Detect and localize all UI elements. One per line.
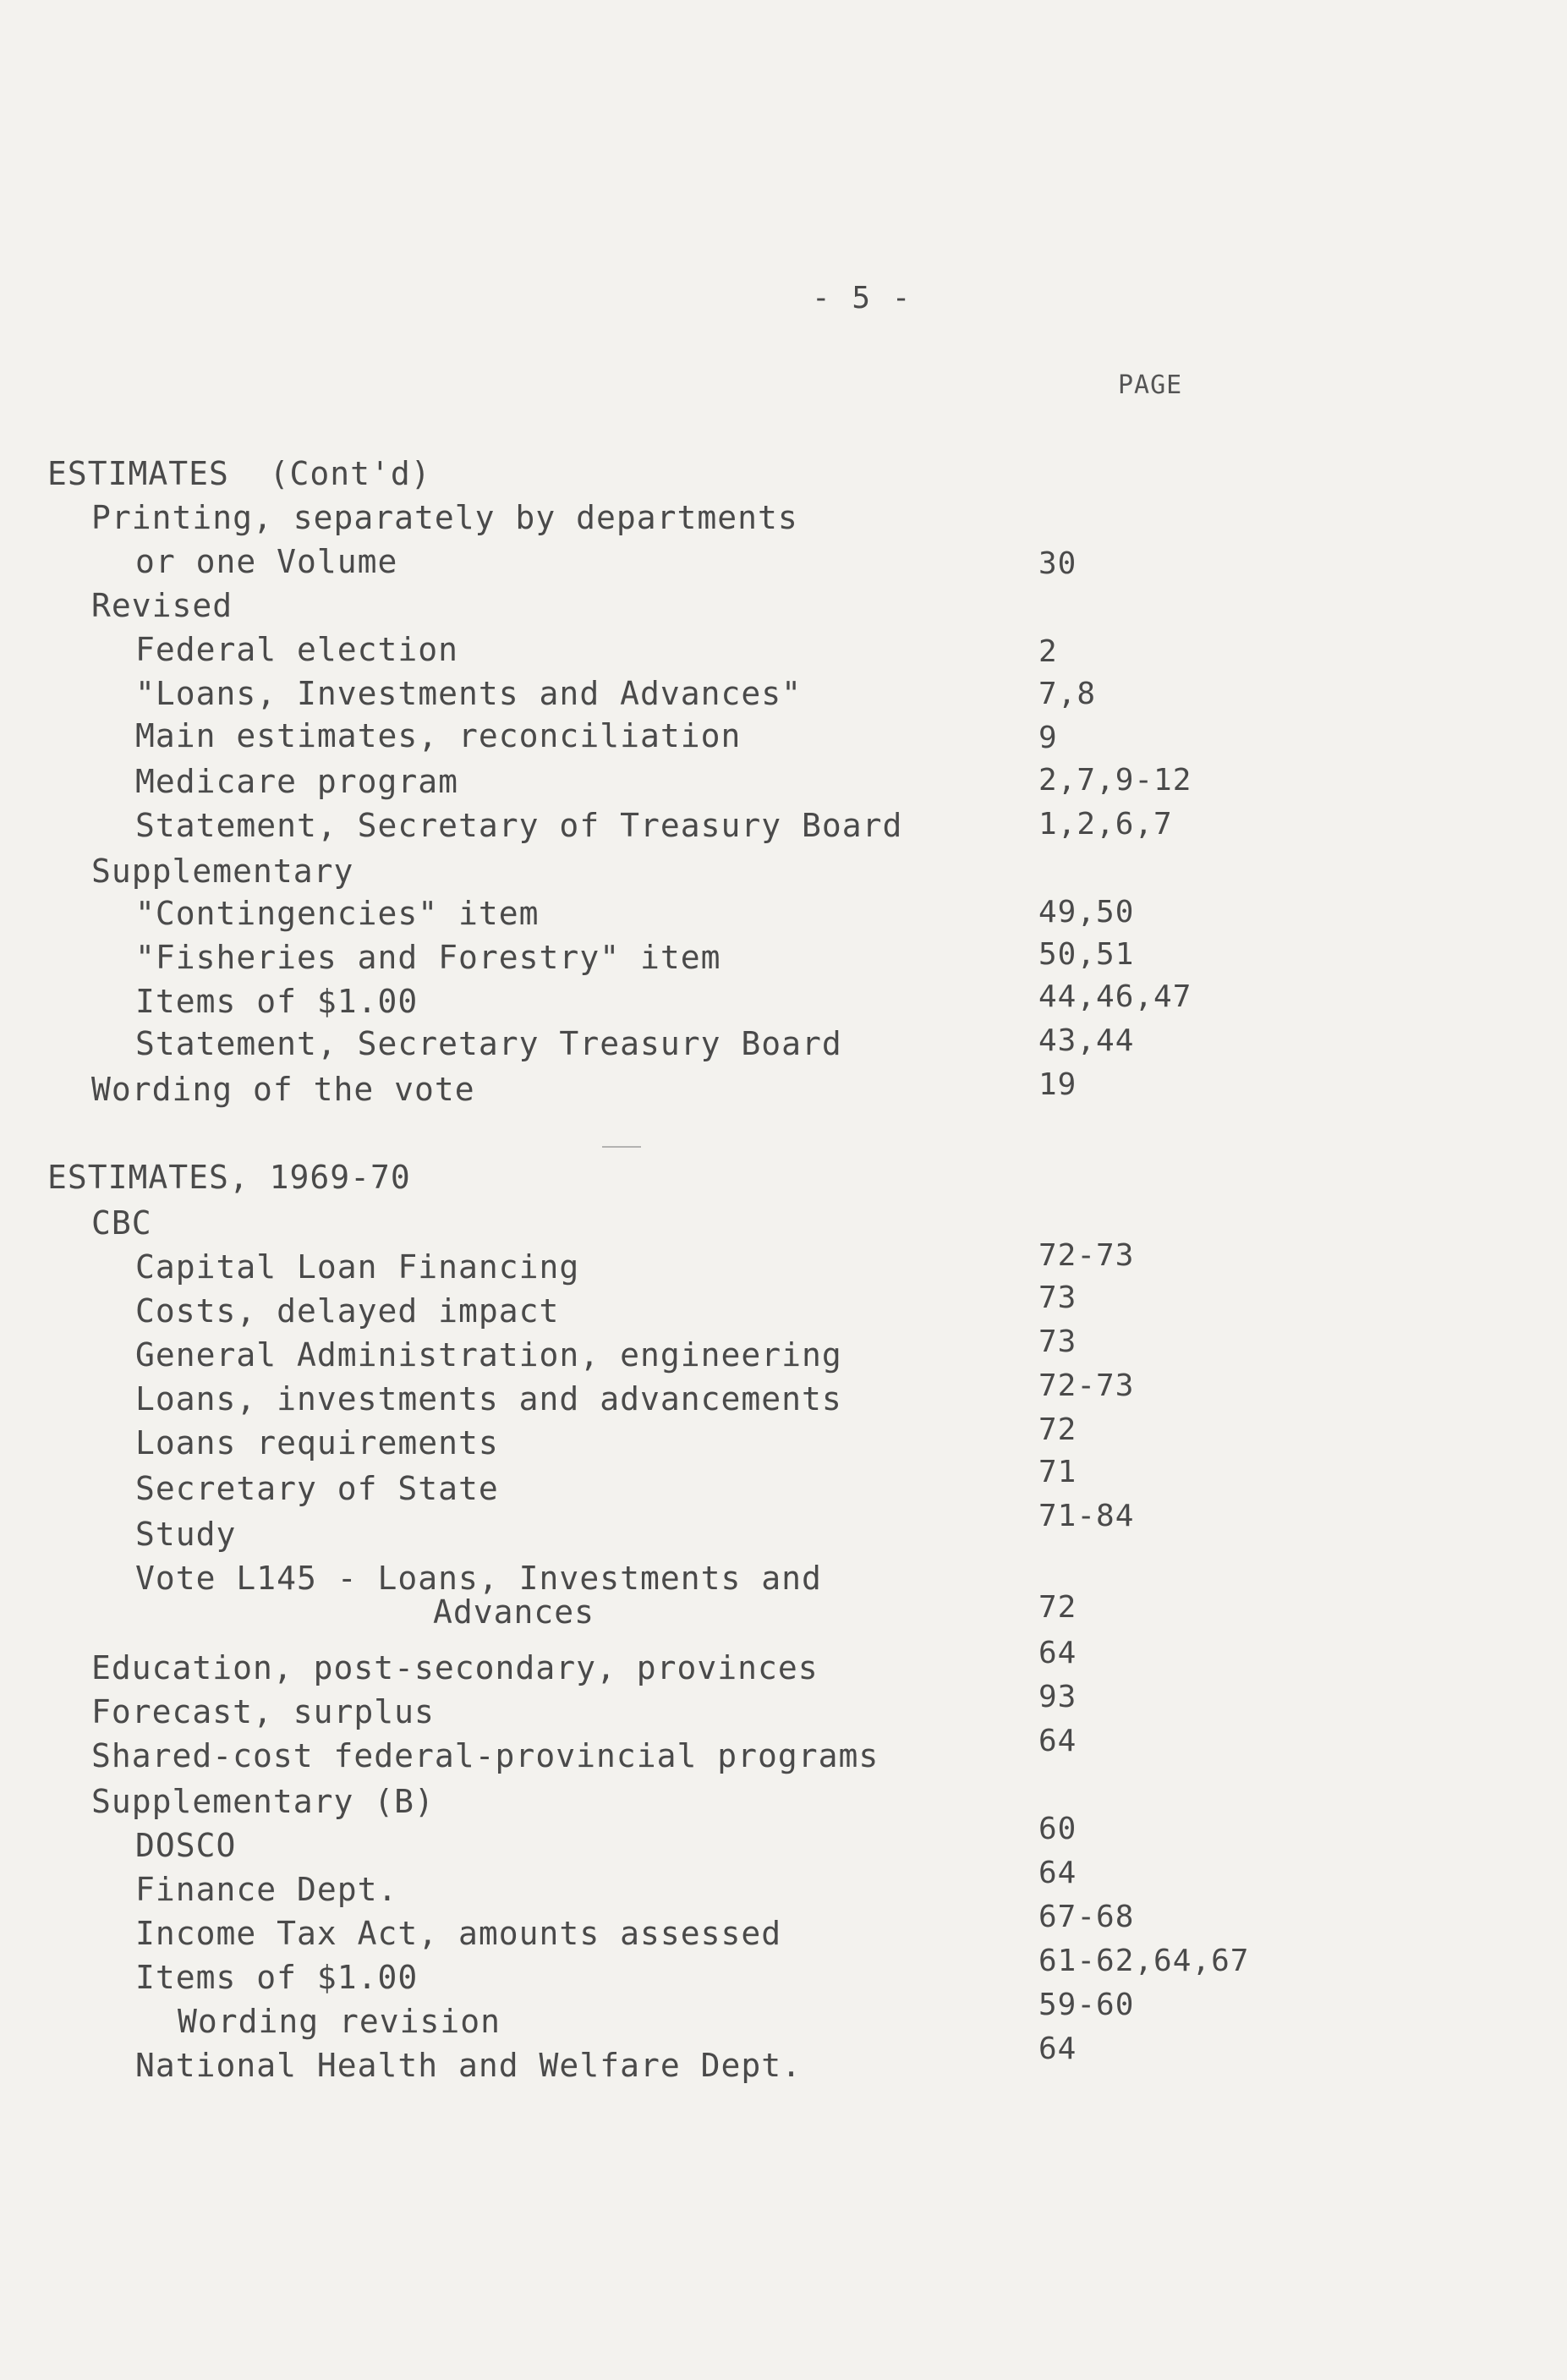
- page-number: - 5 -: [812, 281, 912, 315]
- index-entry: Statement, Secretary Treasury Board: [135, 1025, 842, 1062]
- section-heading: ESTIMATES (Cont'd): [47, 455, 431, 492]
- page-ref: 72-73: [1038, 1368, 1135, 1403]
- index-entry: Items of $1.00: [135, 1959, 419, 1996]
- index-entry: "Fisheries and Forestry" item: [135, 939, 721, 976]
- section-divider: [602, 1146, 641, 1148]
- index-entry: Loans requirements: [135, 1424, 499, 1461]
- index-subheading: CBC: [91, 1204, 152, 1242]
- index-entry: Printing, separately by departments: [91, 499, 798, 536]
- index-subheading: Supplementary: [91, 853, 354, 890]
- page-ref: 64: [1038, 1724, 1077, 1758]
- index-entry: Forecast, surplus: [91, 1693, 435, 1730]
- page-ref: 72: [1038, 1412, 1077, 1447]
- page-ref: 61-62,64,67: [1038, 1944, 1250, 1978]
- index-entry: or one Volume: [135, 543, 398, 580]
- index-entry: "Contingencies" item: [135, 895, 540, 932]
- index-entry: Education, post-secondary, provinces: [91, 1649, 819, 1686]
- page-ref: 73: [1038, 1324, 1077, 1359]
- index-entry: Costs, delayed impact: [135, 1292, 560, 1330]
- page-ref: 64: [1038, 1636, 1077, 1670]
- page-ref: 73: [1038, 1280, 1077, 1315]
- index-entry: General Administration, engineering: [135, 1336, 842, 1374]
- page-ref: 64: [1038, 2032, 1077, 2066]
- page-ref: 67-68: [1038, 1900, 1135, 1934]
- page-ref: 43,44: [1038, 1023, 1135, 1058]
- page-ref: 72: [1038, 1590, 1077, 1625]
- section-heading: ESTIMATES, 1969-70: [47, 1159, 411, 1196]
- index-entry: Vote L145 - Loans, Investments and: [135, 1560, 822, 1597]
- page-ref: 1,2,6,7: [1038, 807, 1173, 842]
- page-ref: 44,46,47: [1038, 979, 1192, 1014]
- index-entry: National Health and Welfare Dept.: [135, 2047, 802, 2084]
- index-entry: Federal election: [135, 631, 459, 668]
- index-entry: Loans, investments and advancements: [135, 1380, 842, 1418]
- index-entry: Shared-cost federal-provincial programs: [91, 1737, 879, 1774]
- page-ref: 2: [1038, 634, 1058, 669]
- index-entry: "Loans, Investments and Advances": [135, 675, 802, 712]
- index-entry: Study: [135, 1516, 237, 1553]
- index-entry: Secretary of State: [135, 1470, 499, 1507]
- page-ref: 49,50: [1038, 895, 1135, 930]
- page-ref: 71: [1038, 1455, 1077, 1489]
- index-entry: Main estimates, reconciliation: [135, 717, 742, 754]
- page-ref: 72-73: [1038, 1238, 1135, 1273]
- page-ref: 71-84: [1038, 1499, 1135, 1533]
- page-column-header: PAGE: [1118, 370, 1183, 400]
- page-ref: 93: [1038, 1680, 1077, 1714]
- index-subheading: Supplementary (B): [91, 1783, 435, 1820]
- page-ref: 2,7,9-12: [1038, 763, 1192, 798]
- index-entry: Capital Loan Financing: [135, 1248, 580, 1286]
- page-ref: 7,8: [1038, 677, 1097, 711]
- index-entry-continuation: Advances: [433, 1593, 595, 1631]
- page-ref: 64: [1038, 1856, 1077, 1890]
- page-ref: 9: [1038, 721, 1058, 755]
- page-ref: 30: [1038, 546, 1077, 581]
- index-entry: Income Tax Act, amounts assessed: [135, 1915, 782, 1952]
- index-entry: Medicare program: [135, 763, 459, 800]
- index-entry: Wording of the vote: [91, 1071, 475, 1108]
- index-entry: DOSCO: [135, 1827, 237, 1864]
- index-entry: Wording revision: [178, 2003, 501, 2040]
- page-ref: 59-60: [1038, 1988, 1135, 2022]
- index-subheading: Revised: [91, 587, 233, 624]
- page-ref: 19: [1038, 1067, 1077, 1102]
- index-entry: Statement, Secretary of Treasury Board: [135, 807, 903, 844]
- index-entry: Items of $1.00: [135, 983, 419, 1020]
- index-entry: Finance Dept.: [135, 1871, 398, 1908]
- page-ref: 50,51: [1038, 937, 1135, 972]
- page-ref: 60: [1038, 1812, 1077, 1846]
